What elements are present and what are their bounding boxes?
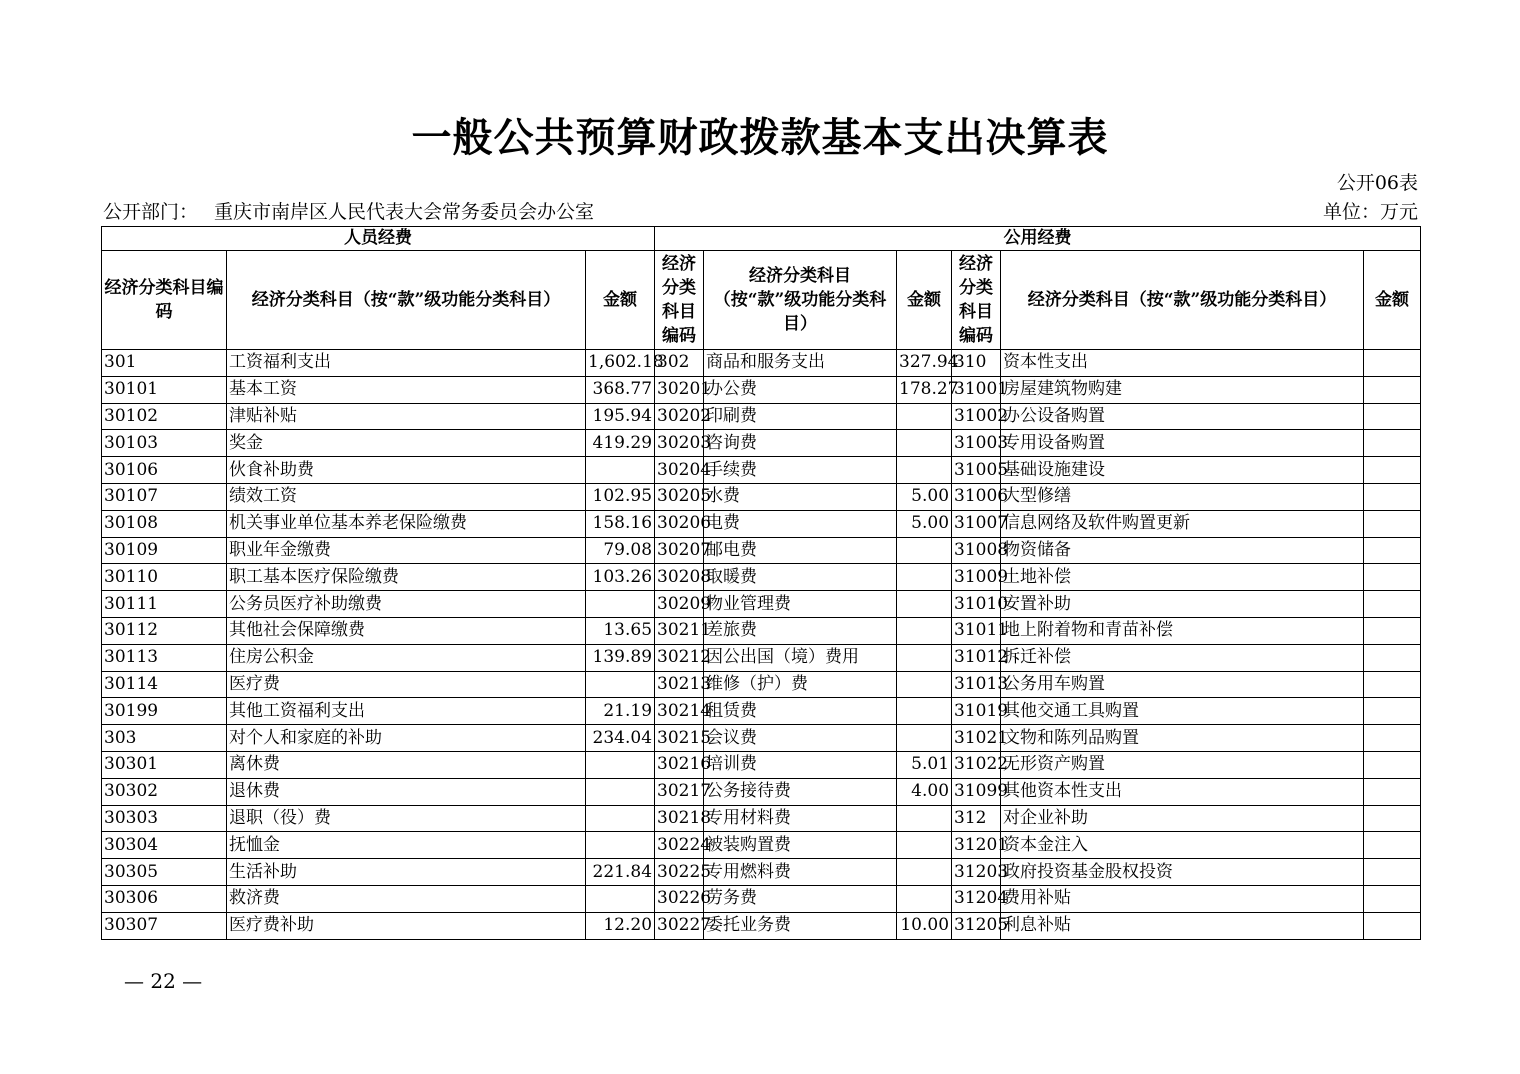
econ-name-cell: 文物和陈列品购置 <box>1001 725 1364 752</box>
amount-cell: 5.01 <box>897 751 952 778</box>
amount-cell: 419.29 <box>586 430 655 457</box>
table-row <box>102 510 1421 537</box>
econ-name-cell: 大型修缮 <box>1001 483 1364 510</box>
amount-cell <box>586 832 655 859</box>
econ-name-cell: 商品和服务支出 <box>704 350 897 377</box>
table-row <box>102 350 1421 377</box>
econ-name-cell: 政府投资基金股权投资 <box>1001 859 1364 886</box>
econ-name-cell: 其他工资福利支出 <box>227 698 586 725</box>
amount-cell: 4.00 <box>897 778 952 805</box>
econ-code-cell: 31005 <box>952 457 1001 484</box>
econ-code-cell: 30207 <box>655 537 704 564</box>
econ-code-cell: 30214 <box>655 698 704 725</box>
econ-code-cell: 30227 <box>655 912 704 939</box>
econ-name-cell: 基本工资 <box>227 376 586 403</box>
econ-name-cell: 差旅费 <box>704 617 897 644</box>
econ-code-cell: 31012 <box>952 644 1001 671</box>
table-row <box>102 912 1421 939</box>
econ-name-cell: 绩效工资 <box>227 483 586 510</box>
econ-code-cell: 30225 <box>655 859 704 886</box>
econ-code-cell: 30213 <box>655 671 704 698</box>
econ-code-cell: 30301 <box>102 751 227 778</box>
econ-name-cell: 对企业补助 <box>1001 805 1364 832</box>
econ-code-cell: 30203 <box>655 430 704 457</box>
amount-cell: 21.19 <box>586 698 655 725</box>
amount-cell <box>897 644 952 671</box>
amount-cell <box>897 859 952 886</box>
table-row <box>102 537 1421 564</box>
econ-name-cell: 资本金注入 <box>1001 832 1364 859</box>
amount-cell: 195.94 <box>586 403 655 430</box>
econ-name-cell: 办公设备购置 <box>1001 403 1364 430</box>
header-name-3: 经济分类科目（按“款”级功能分类科目） <box>1001 251 1364 350</box>
amount-cell: 103.26 <box>586 564 655 591</box>
amount-cell <box>897 564 952 591</box>
econ-code-cell: 31001 <box>952 376 1001 403</box>
econ-code-cell: 30202 <box>655 403 704 430</box>
amount-cell <box>586 751 655 778</box>
table-row <box>102 725 1421 752</box>
econ-name-cell: 安置补助 <box>1001 591 1364 618</box>
econ-code-cell: 31002 <box>952 403 1001 430</box>
amount-cell <box>897 403 952 430</box>
header-amount-1: 金额 <box>586 251 655 350</box>
amount-cell <box>1364 885 1421 912</box>
table-row <box>102 430 1421 457</box>
econ-code-cell: 30218 <box>655 805 704 832</box>
amount-cell <box>897 430 952 457</box>
econ-code-cell: 312 <box>952 805 1001 832</box>
econ-name-cell: 房屋建筑物购建 <box>1001 376 1364 403</box>
amount-cell <box>586 591 655 618</box>
department-line <box>103 197 594 224</box>
econ-code-cell: 30211 <box>655 617 704 644</box>
amount-cell: 10.00 <box>897 912 952 939</box>
econ-name-cell: 医疗费 <box>227 671 586 698</box>
amount-cell <box>897 591 952 618</box>
econ-code-cell: 31008 <box>952 537 1001 564</box>
econ-code-cell: 30209 <box>655 591 704 618</box>
econ-name-cell: 救济费 <box>227 885 586 912</box>
econ-name-cell: 手续费 <box>704 457 897 484</box>
header-name-1: 经济分类科目（按“款”级功能分类科目） <box>227 251 586 350</box>
econ-name-cell: 职工基本医疗保险缴费 <box>227 564 586 591</box>
econ-code-cell: 30302 <box>102 778 227 805</box>
econ-code-cell: 31006 <box>952 483 1001 510</box>
econ-name-cell: 水费 <box>704 483 897 510</box>
econ-name-cell: 其他交通工具购置 <box>1001 698 1364 725</box>
econ-code-cell: 30102 <box>102 403 227 430</box>
econ-code-cell: 31021 <box>952 725 1001 752</box>
amount-cell <box>1364 751 1421 778</box>
header-code-1: 经济分类科目编码 <box>102 251 227 350</box>
econ-code-cell: 31009 <box>952 564 1001 591</box>
econ-name-cell: 职业年金缴费 <box>227 537 586 564</box>
econ-code-cell: 30101 <box>102 376 227 403</box>
amount-cell <box>586 457 655 484</box>
econ-code-cell: 30103 <box>102 430 227 457</box>
econ-code-cell: 31019 <box>952 698 1001 725</box>
econ-code-cell: 30217 <box>655 778 704 805</box>
header-code-2: 经济分类科目编码 <box>655 251 704 350</box>
econ-name-cell: 退休费 <box>227 778 586 805</box>
econ-code-cell: 30199 <box>102 698 227 725</box>
amount-cell: 221.84 <box>586 859 655 886</box>
table-row <box>102 885 1421 912</box>
econ-name-cell: 物业管理费 <box>704 591 897 618</box>
header-code-3: 经济分类科目编码 <box>952 251 1001 350</box>
econ-name-cell: 公务员医疗补助缴费 <box>227 591 586 618</box>
amount-cell <box>897 698 952 725</box>
econ-name-cell: 会议费 <box>704 725 897 752</box>
amount-cell <box>1364 832 1421 859</box>
econ-code-cell: 30307 <box>102 912 227 939</box>
table-number: 公开06表 <box>1336 172 1418 194</box>
econ-name-cell: 委托业务费 <box>704 912 897 939</box>
econ-name-cell: 维修（护）费 <box>704 671 897 698</box>
econ-name-cell: 津贴补贴 <box>227 403 586 430</box>
econ-code-cell: 30112 <box>102 617 227 644</box>
header-amount-2: 金额 <box>897 251 952 350</box>
table-row <box>102 832 1421 859</box>
amount-cell <box>1364 457 1421 484</box>
econ-name-cell: 专用燃料费 <box>704 859 897 886</box>
econ-code-cell: 31022 <box>952 751 1001 778</box>
amount-cell <box>1364 403 1421 430</box>
econ-name-cell: 住房公积金 <box>227 644 586 671</box>
table-row <box>102 778 1421 805</box>
column-header-row <box>102 251 1421 350</box>
econ-code-cell: 31011 <box>952 617 1001 644</box>
group-header-row <box>102 227 1421 251</box>
econ-name-cell: 取暖费 <box>704 564 897 591</box>
econ-name-cell: 电费 <box>704 510 897 537</box>
amount-cell: 1,602.18 <box>586 350 655 377</box>
amount-cell <box>1364 430 1421 457</box>
econ-name-cell: 伙食补助费 <box>227 457 586 484</box>
econ-name-cell: 租赁费 <box>704 698 897 725</box>
econ-code-cell: 30114 <box>102 671 227 698</box>
amount-cell <box>897 537 952 564</box>
econ-code-cell: 310 <box>952 350 1001 377</box>
econ-code-cell: 30106 <box>102 457 227 484</box>
amount-cell <box>1364 725 1421 752</box>
econ-name-cell: 无形资产购置 <box>1001 751 1364 778</box>
amount-cell <box>1364 912 1421 939</box>
econ-code-cell: 30306 <box>102 885 227 912</box>
econ-name-cell: 对个人和家庭的补助 <box>227 725 586 752</box>
amount-cell <box>1364 376 1421 403</box>
amount-cell <box>1364 698 1421 725</box>
table-row <box>102 591 1421 618</box>
amount-cell <box>1364 644 1421 671</box>
amount-cell <box>586 805 655 832</box>
econ-name-cell: 邮电费 <box>704 537 897 564</box>
econ-name-cell: 物资储备 <box>1001 537 1364 564</box>
econ-name-cell: 办公费 <box>704 376 897 403</box>
econ-code-cell: 30303 <box>102 805 227 832</box>
econ-code-cell: 30107 <box>102 483 227 510</box>
econ-name-cell: 抚恤金 <box>227 832 586 859</box>
amount-cell: 139.89 <box>586 644 655 671</box>
table-body <box>102 350 1421 940</box>
econ-name-cell: 奖金 <box>227 430 586 457</box>
amount-cell <box>1364 483 1421 510</box>
econ-name-cell: 信息网络及软件购置更新 <box>1001 510 1364 537</box>
amount-cell <box>897 457 952 484</box>
amount-cell <box>1364 510 1421 537</box>
econ-code-cell: 30109 <box>102 537 227 564</box>
econ-code-cell: 31003 <box>952 430 1001 457</box>
amount-cell <box>897 885 952 912</box>
econ-name-cell: 土地补偿 <box>1001 564 1364 591</box>
econ-code-cell: 31204 <box>952 885 1001 912</box>
group-personnel: 人员经费 <box>102 227 655 251</box>
econ-name-cell: 基础设施建设 <box>1001 457 1364 484</box>
table-row <box>102 617 1421 644</box>
department-name: 重庆市南岸区人民代表大会常务委员会办公室 <box>214 201 595 223</box>
amount-cell <box>586 885 655 912</box>
econ-code-cell: 30208 <box>655 564 704 591</box>
econ-name-cell: 印刷费 <box>704 403 897 430</box>
amount-cell <box>1364 350 1421 377</box>
unit-label: 单位：万元 <box>1322 201 1418 223</box>
amount-cell: 12.20 <box>586 912 655 939</box>
amount-cell: 327.94 <box>897 350 952 377</box>
econ-code-cell: 302 <box>655 350 704 377</box>
table-row <box>102 644 1421 671</box>
econ-code-cell: 30108 <box>102 510 227 537</box>
econ-code-cell: 30224 <box>655 832 704 859</box>
amount-cell <box>1364 859 1421 886</box>
amount-cell <box>586 778 655 805</box>
econ-name-cell: 工资福利支出 <box>227 350 586 377</box>
econ-code-cell: 30110 <box>102 564 227 591</box>
amount-cell: 178.27 <box>897 376 952 403</box>
econ-name-cell: 费用补贴 <box>1001 885 1364 912</box>
econ-name-cell: 医疗费补助 <box>227 912 586 939</box>
group-public: 公用经费 <box>655 227 1421 251</box>
amount-cell <box>1364 805 1421 832</box>
page-title: 一般公共预算财政拨款基本支出决算表 <box>411 114 1109 161</box>
expenditure-table <box>101 226 1421 940</box>
econ-code-cell: 30205 <box>655 483 704 510</box>
amount-cell <box>1364 537 1421 564</box>
amount-cell: 368.77 <box>586 376 655 403</box>
econ-code-cell: 31013 <box>952 671 1001 698</box>
table-row <box>102 483 1421 510</box>
econ-code-cell: 30212 <box>655 644 704 671</box>
econ-code-cell: 30113 <box>102 644 227 671</box>
amount-cell <box>897 617 952 644</box>
econ-name-cell: 其他资本性支出 <box>1001 778 1364 805</box>
econ-name-cell: 机关事业单位基本养老保险缴费 <box>227 510 586 537</box>
econ-name-cell: 利息补贴 <box>1001 912 1364 939</box>
amount-cell <box>1364 591 1421 618</box>
econ-code-cell: 30215 <box>655 725 704 752</box>
econ-code-cell: 31203 <box>952 859 1001 886</box>
table-row <box>102 751 1421 778</box>
econ-code-cell: 303 <box>102 725 227 752</box>
amount-cell <box>897 805 952 832</box>
amount-cell: 13.65 <box>586 617 655 644</box>
page-number: — 22 — <box>124 969 203 993</box>
econ-name-cell: 被装购置费 <box>704 832 897 859</box>
amount-cell <box>897 832 952 859</box>
econ-code-cell: 30304 <box>102 832 227 859</box>
econ-code-cell: 301 <box>102 350 227 377</box>
econ-code-cell: 31099 <box>952 778 1001 805</box>
table-row <box>102 564 1421 591</box>
econ-name-cell: 拆迁补偿 <box>1001 644 1364 671</box>
amount-cell: 102.95 <box>586 483 655 510</box>
table-row <box>102 859 1421 886</box>
econ-code-cell: 30206 <box>655 510 704 537</box>
table-row <box>102 805 1421 832</box>
econ-code-cell: 31205 <box>952 912 1001 939</box>
table-row <box>102 457 1421 484</box>
amount-cell: 5.00 <box>897 483 952 510</box>
econ-code-cell: 30216 <box>655 751 704 778</box>
amount-cell <box>1364 778 1421 805</box>
amount-cell: 234.04 <box>586 725 655 752</box>
econ-name-cell: 地上附着物和青苗补偿 <box>1001 617 1364 644</box>
amount-cell <box>586 671 655 698</box>
econ-name-cell: 离休费 <box>227 751 586 778</box>
table-row <box>102 403 1421 430</box>
amount-cell <box>1364 564 1421 591</box>
amount-cell <box>1364 617 1421 644</box>
econ-name-cell: 其他社会保障缴费 <box>227 617 586 644</box>
econ-code-cell: 30226 <box>655 885 704 912</box>
econ-name-cell: 劳务费 <box>704 885 897 912</box>
econ-code-cell: 30305 <box>102 859 227 886</box>
econ-name-cell: 公务接待费 <box>704 778 897 805</box>
amount-cell <box>897 671 952 698</box>
department-label: 公开部门： <box>103 201 199 223</box>
econ-name-cell: 退职（役）费 <box>227 805 586 832</box>
amount-cell: 158.16 <box>586 510 655 537</box>
econ-code-cell: 30201 <box>655 376 704 403</box>
econ-code-cell: 31201 <box>952 832 1001 859</box>
header-name-2: 经济分类科目（按“款”级功能分类科目） <box>704 251 897 350</box>
econ-code-cell: 30204 <box>655 457 704 484</box>
amount-cell: 5.00 <box>897 510 952 537</box>
econ-code-cell: 30111 <box>102 591 227 618</box>
table-row <box>102 698 1421 725</box>
econ-name-cell: 公务用车购置 <box>1001 671 1364 698</box>
header-amount-3: 金额 <box>1364 251 1421 350</box>
econ-name-cell: 生活补助 <box>227 859 586 886</box>
econ-code-cell: 31010 <box>952 591 1001 618</box>
econ-name-cell: 培训费 <box>704 751 897 778</box>
econ-code-cell: 31007 <box>952 510 1001 537</box>
amount-cell: 79.08 <box>586 537 655 564</box>
econ-name-cell: 专用材料费 <box>704 805 897 832</box>
table-row <box>102 671 1421 698</box>
table-row <box>102 376 1421 403</box>
econ-name-cell: 专用设备购置 <box>1001 430 1364 457</box>
amount-cell <box>1364 671 1421 698</box>
econ-name-cell: 因公出国（境）费用 <box>704 644 897 671</box>
econ-name-cell: 资本性支出 <box>1001 350 1364 377</box>
amount-cell <box>897 725 952 752</box>
econ-name-cell: 咨询费 <box>704 430 897 457</box>
